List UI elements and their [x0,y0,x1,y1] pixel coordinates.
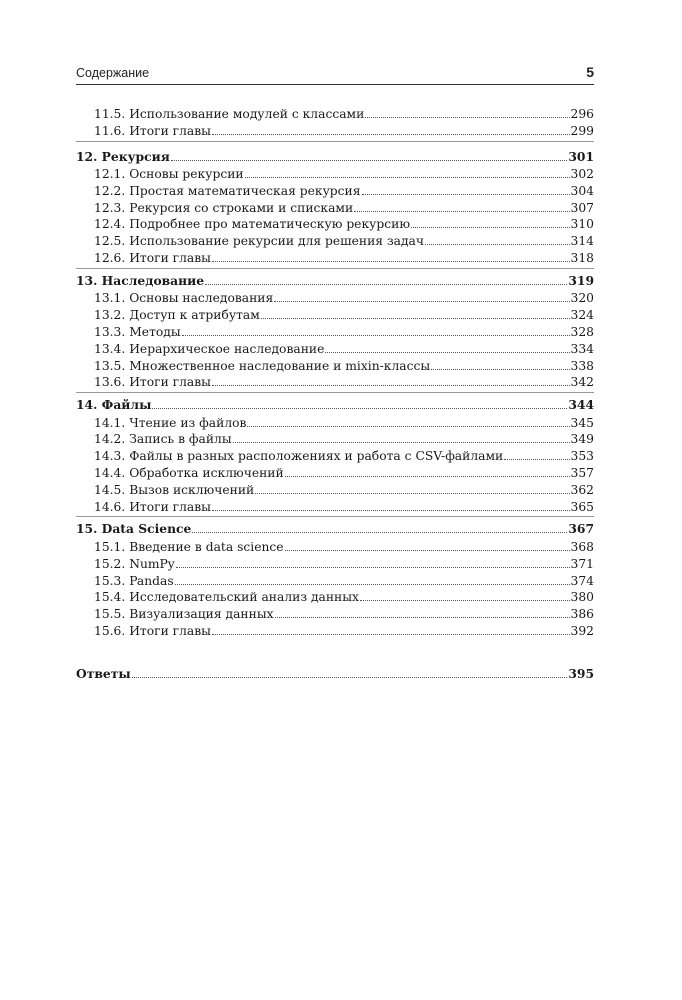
chapter-divider [76,268,594,269]
toc-entry-page: 334 [570,341,594,356]
toc-entry[interactable] [76,307,594,324]
toc-entry-page: 386 [570,607,594,622]
dot-leader [212,261,570,262]
toc-entry[interactable] [76,415,594,432]
dot-leader [212,510,570,511]
toc-entry-page: 345 [570,415,594,430]
toc-chapter-entry[interactable] [76,148,594,167]
toc-entry[interactable] [76,374,594,391]
toc-entry-label: 14.4. Обработка исключений [94,466,284,481]
toc-entry-page: 395 [568,665,594,681]
toc-entry-page: 310 [570,217,594,232]
toc-entry-label: 14.1. Чтение из файлов [94,415,247,430]
toc-entry-page: 324 [570,308,594,323]
toc-entry-page: 365 [570,499,594,514]
toc-entry[interactable] [76,539,594,556]
toc-entry-label: 12.1. Основы рекурсии [94,167,244,182]
toc-entry-page: 342 [570,375,594,390]
toc-entry-page: 338 [570,358,594,373]
dot-leader [362,194,570,195]
toc-entry-page: 357 [570,466,594,481]
toc-entry-page: 319 [568,272,594,288]
dot-leader [431,369,569,370]
toc-entry-label: 12.2. Простая математическая рекурсия [94,183,361,198]
toc-entry-page: 362 [570,482,594,497]
toc-entry-page: 296 [570,107,594,121]
dot-leader [325,352,569,353]
dot-leader [411,227,569,228]
dot-leader [360,600,570,601]
toc-entry-page: 380 [570,590,594,605]
toc-entry-label: 15.5. Визуализация данных [94,607,274,622]
toc-entry-label: 11.5. Использование модулей с классами [94,107,365,121]
toc-entry[interactable] [76,465,594,482]
section-spacer [76,640,594,662]
toc-entry[interactable] [76,106,594,123]
toc-entry-label: 13.2. Доступ к атрибутам [94,308,260,323]
toc-entry-label: 14. Файлы [76,397,152,413]
toc-entry-label: 13.1. Основы наследования [94,291,274,306]
dot-leader [255,493,569,494]
toc-entry-page: 374 [570,573,594,588]
toc-entry-label: 13.5. Множественное наследование и mixin-классы [94,358,431,373]
toc-entry[interactable] [76,623,594,640]
toc-entry-label: 15.1. Введение в data science [94,539,284,554]
header-title: Содержание [76,66,150,80]
toc-entry-label: 12.6. Итоги главы [94,251,211,266]
header-page-number: 5 [586,64,594,80]
dot-leader [233,442,570,443]
toc-chapter-entry[interactable] [76,520,594,539]
toc-entry[interactable] [76,341,594,358]
toc-entry[interactable] [76,216,594,233]
toc-entry-page: 304 [570,183,594,198]
toc-entry[interactable] [76,324,594,341]
toc-entry-label: 14.5. Вызов исключений [94,482,255,497]
toc-entry-page: 371 [570,556,594,571]
dot-leader [261,318,570,319]
dot-leader [285,550,570,551]
toc-entry-page: 367 [568,521,594,537]
dot-leader [175,584,570,585]
toc-entry-page: 349 [570,432,594,447]
toc-entry-label: 15.6. Итоги главы [94,623,211,638]
toc-entry-page: 328 [570,324,594,339]
running-header [76,64,594,85]
toc-entry-label: 11.6. Итоги главы [94,123,211,138]
dot-leader [285,476,570,477]
toc-entry-label: 13. Наследование [76,272,205,288]
dot-leader [274,301,569,302]
dot-leader [212,634,570,635]
toc-entry-label: 12.4. Подробнее про математическую рекурсию [94,217,411,232]
toc-entry-page: 320 [570,291,594,306]
toc-entry[interactable] [76,200,594,217]
dot-leader [504,459,569,460]
toc-entry[interactable] [76,448,594,465]
dot-leader [152,408,567,409]
toc-entry-label: 14.6. Итоги главы [94,499,211,514]
toc-entry[interactable] [76,556,594,573]
toc-entry-page: 301 [568,148,594,164]
dot-leader [247,426,569,427]
toc-entry-label: 13.6. Итоги главы [94,375,211,390]
dot-leader [192,532,567,533]
toc-entry-label: 13.3. Методы [94,324,181,339]
toc-entry[interactable] [76,183,594,200]
dot-leader [171,160,568,161]
dot-leader [425,244,569,245]
toc-entry-page: 307 [570,200,594,215]
toc-entry[interactable] [76,290,594,307]
toc-entry[interactable] [76,431,594,448]
dot-leader [212,385,570,386]
toc-entry[interactable] [76,358,594,375]
toc-entry-page: 314 [570,234,594,249]
toc-chapter-entry[interactable] [76,272,594,291]
chapter-divider [76,141,594,142]
toc-entry-label: 15. Data Science [76,521,192,537]
toc-entry-page: 318 [570,251,594,266]
chapter-divider [76,392,594,393]
toc-entry-label: 12.3. Рекурсия со строками и списками [94,200,354,215]
toc-entry[interactable] [76,250,594,267]
dot-leader [275,617,570,618]
toc-entry-label: Ответы [76,665,131,681]
toc-chapter-entry[interactable] [76,396,594,415]
toc-entry[interactable] [76,233,594,250]
dot-leader [132,677,568,678]
toc-entry[interactable] [76,589,594,606]
chapter-divider [76,516,594,517]
toc-entry-page: 368 [570,539,594,554]
toc-entry[interactable] [76,573,594,590]
toc-entry-label: 12.5. Использование рекурсии для решения задач [94,234,425,249]
toc-chapter-entry[interactable] [76,665,594,684]
toc-entry-page: 299 [570,123,594,138]
toc-entry-label: 15.3. Pandas [94,573,174,588]
toc-entry-page: 344 [568,397,594,413]
dot-leader [182,335,570,336]
toc-entry[interactable] [76,606,594,623]
dot-leader [205,284,567,285]
toc-entry-label: 15.4. Исследовательский анализ данных [94,590,359,605]
dot-leader [365,117,569,118]
toc-entry-label: 13.4. Иерархическое наследование [94,341,325,356]
toc-entry-label: 14.3. Файлы в разных расположениях и работа с CSV-файлами [94,449,504,464]
dot-leader [245,177,570,178]
toc-entry[interactable] [76,482,594,499]
toc-entry-page: 392 [570,623,594,638]
toc-entry[interactable] [76,499,594,516]
toc-entry-page: 302 [570,167,594,182]
toc-entry[interactable] [76,166,594,183]
toc-entry[interactable] [76,123,594,140]
toc-entry-page: 353 [570,449,594,464]
dot-leader [354,211,569,212]
toc-entry-label: 15.2. NumPy [94,556,175,571]
dot-leader [212,134,570,135]
table-of-contents [76,106,594,683]
dot-leader [176,567,570,568]
toc-entry-label: 14.2. Запись в файлы [94,432,232,447]
toc-entry-label: 12. Рекурсия [76,148,170,164]
